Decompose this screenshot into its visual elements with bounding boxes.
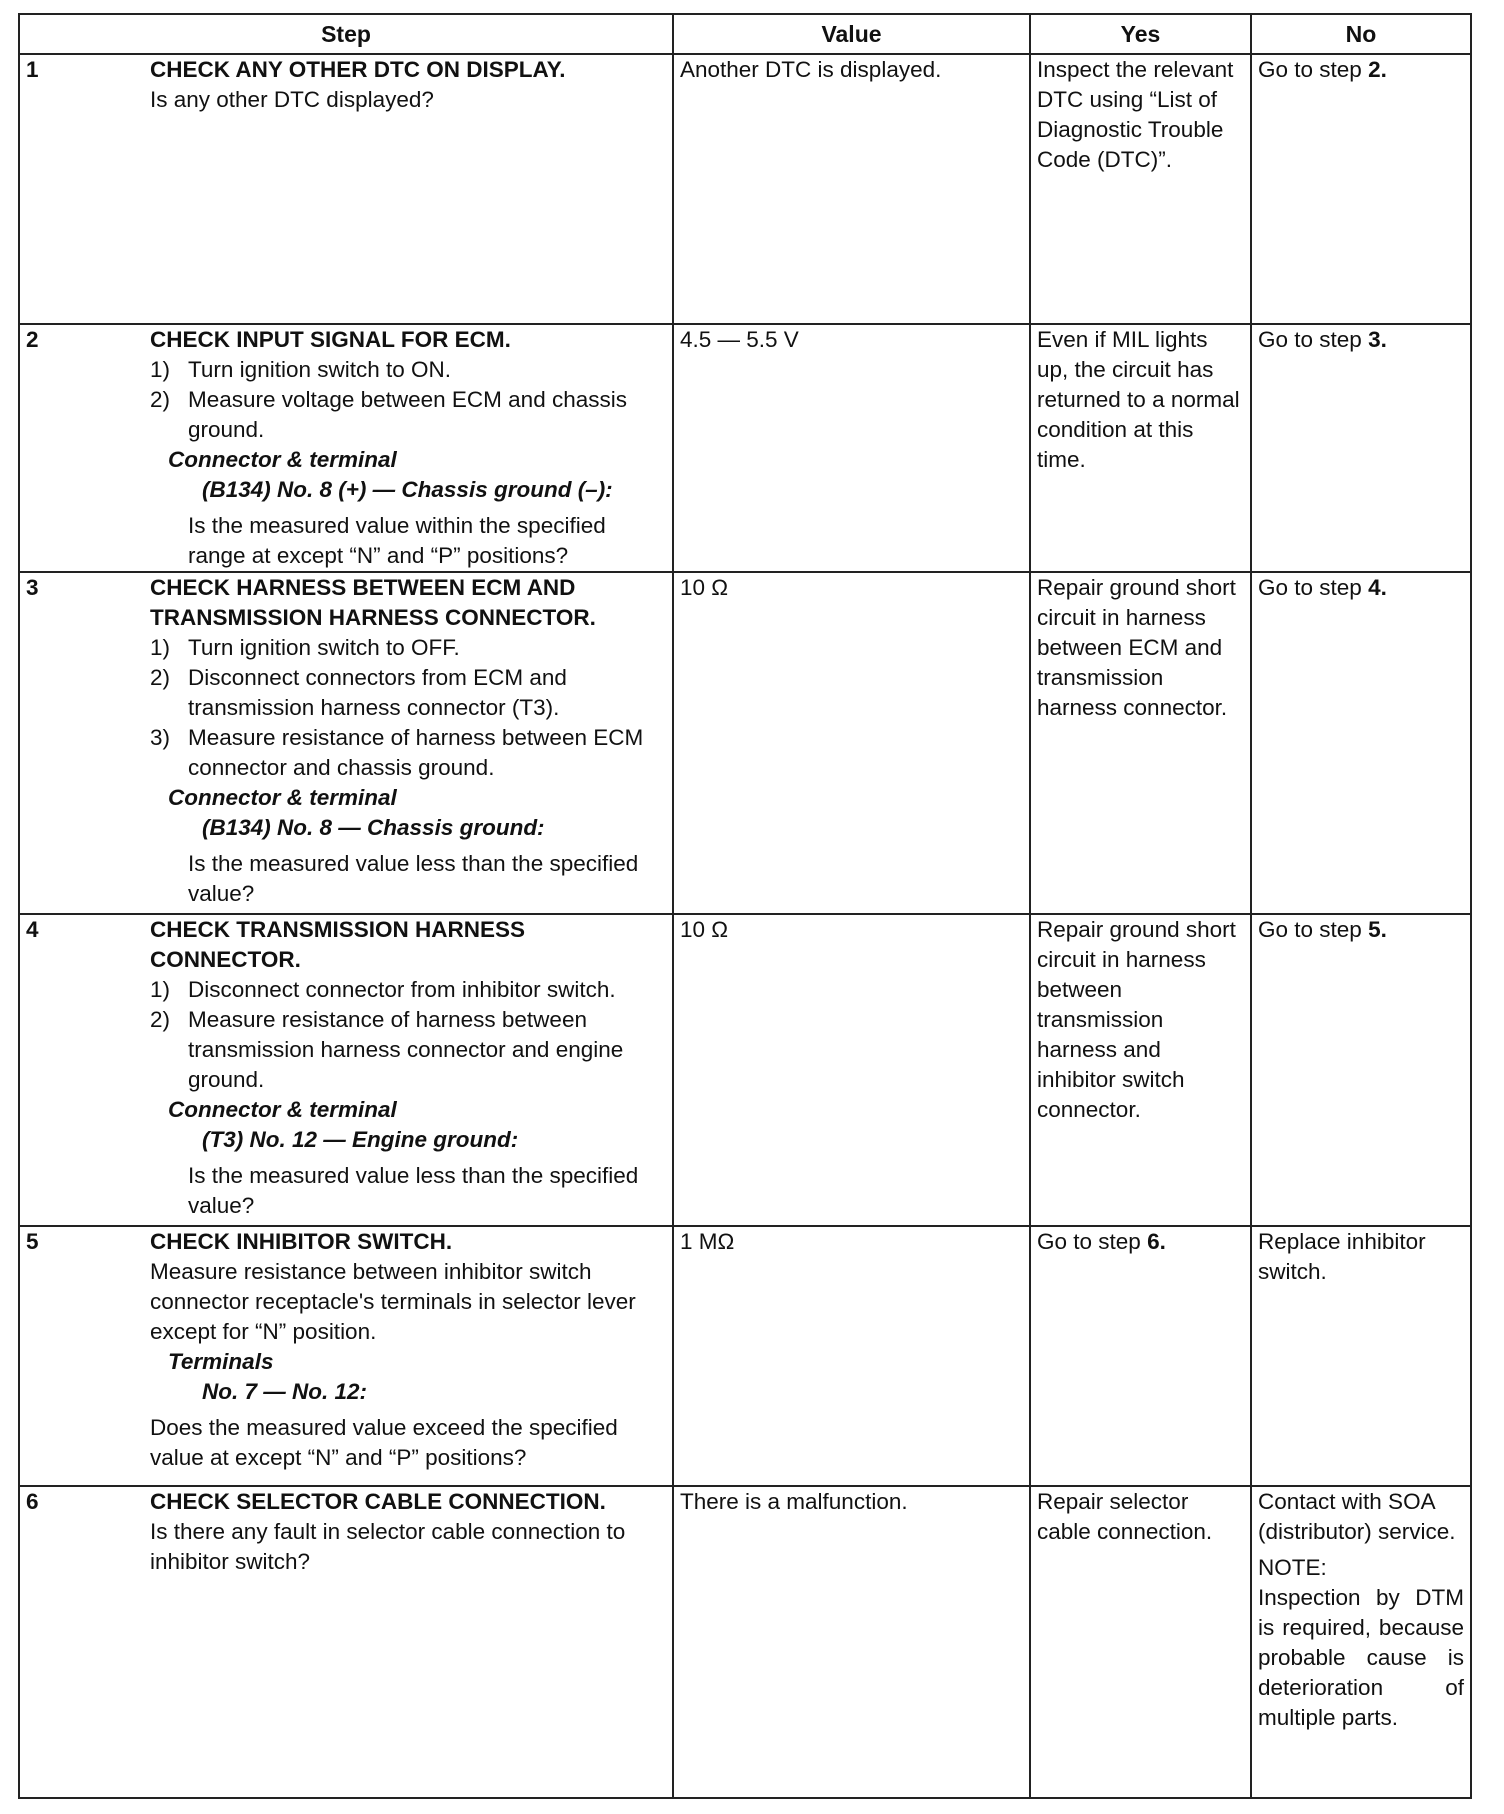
step-cell xyxy=(19,324,673,572)
connector-label: Connector & terminal xyxy=(168,785,397,810)
yes-cell: Repair ground short circuit in harness between transmission harness and inhibitor switch connector. xyxy=(1030,914,1251,1226)
step-title: CHECK TRANSMISSION HARNESS CONNECTOR. xyxy=(150,917,526,972)
value-cell: There is a malfunction. xyxy=(673,1486,1030,1798)
no-text: Go to step xyxy=(1258,327,1369,352)
step-number: 3 xyxy=(26,575,39,600)
list-marker: 3) xyxy=(150,725,171,750)
table-row xyxy=(19,54,1471,324)
terminal-spec: No. 7 — No. 12: xyxy=(202,1379,368,1404)
no-text: Contact with SOA (distributor) service. xyxy=(1258,1489,1456,1544)
step-number: 2 xyxy=(26,327,39,352)
yes-cell: Repair selector cable connection. xyxy=(1030,1486,1251,1798)
list-item xyxy=(150,975,666,1005)
step-cell xyxy=(19,1226,673,1486)
value-cell: 4.5 — 5.5 V xyxy=(673,324,1030,572)
step-cell xyxy=(19,572,673,914)
list-marker: 1) xyxy=(150,977,171,1002)
header-yes: Yes xyxy=(1030,14,1251,54)
list-text: Turn ignition switch to ON. xyxy=(188,357,452,382)
note-text: Inspection by DTM is required, because probable cause is deterioration of multiple parts. xyxy=(1258,1585,1464,1730)
list-item xyxy=(150,355,666,385)
table-row xyxy=(19,1226,1471,1486)
list-item xyxy=(150,663,666,723)
terminal-spec: (T3) No. 12 — Engine ground: xyxy=(202,1127,519,1152)
value-cell: Another DTC is displayed. xyxy=(673,54,1030,324)
step-text: Is there any fault in selector cable connection to inhibitor switch? xyxy=(150,1519,626,1574)
value-cell: 1 MΩ xyxy=(673,1226,1030,1486)
list-marker: 2) xyxy=(150,665,171,690)
no-text: Go to step xyxy=(1258,575,1369,600)
header-row xyxy=(19,14,1471,54)
list-marker: 1) xyxy=(150,635,171,660)
step-ref: 2. xyxy=(1368,57,1387,82)
header-value: Value xyxy=(673,14,1030,54)
yes-text: Go to step xyxy=(1037,1229,1148,1254)
step-title: CHECK ANY OTHER DTC ON DISPLAY. xyxy=(150,57,566,82)
list-marker: 2) xyxy=(150,1007,171,1032)
list-text: Measure resistance of harness between transmission harness connector and engine ground. xyxy=(188,1007,624,1092)
list-item xyxy=(150,385,666,445)
step-question: Is the measured value within the specified range at except “N” and “P” positions? xyxy=(188,513,606,568)
list-text: Disconnect connector from inhibitor switch. xyxy=(188,977,616,1002)
step-ref: 5. xyxy=(1368,917,1387,942)
yes-cell: Repair ground short circuit in harness between ECM and transmission harness connector. xyxy=(1030,572,1251,914)
no-text: Go to step xyxy=(1258,917,1369,942)
step-question: Is the measured value less than the specified value? xyxy=(188,1163,639,1218)
header-no: No xyxy=(1251,14,1471,54)
list-item xyxy=(150,633,666,663)
step-title: CHECK HARNESS BETWEEN ECM AND TRANSMISSION HARNESS CONNECTOR. xyxy=(150,575,596,630)
table-row xyxy=(19,1486,1471,1798)
step-list xyxy=(150,633,666,783)
no-cell xyxy=(1251,54,1471,324)
step-ref: 6. xyxy=(1147,1229,1166,1254)
table-row xyxy=(19,572,1471,914)
step-cell xyxy=(19,914,673,1226)
step-text: Is any other DTC displayed? xyxy=(150,87,434,112)
step-question: Does the measured value exceed the specified value at except “N” and “P” positions? xyxy=(150,1415,618,1470)
yes-cell xyxy=(1030,1226,1251,1486)
diagnostic-table xyxy=(18,13,1472,1799)
step-list xyxy=(150,975,666,1095)
terminal-spec: (B134) No. 8 — Chassis ground: xyxy=(202,815,545,840)
list-text: Measure resistance of harness between ECM connector and chassis ground. xyxy=(188,725,644,780)
list-marker: 1) xyxy=(150,357,171,382)
yes-cell: Inspect the relevant DTC using “List of Diagnostic Trouble Code (DTC)”. xyxy=(1030,54,1251,324)
connector-label: Connector & terminal xyxy=(168,447,397,472)
no-cell xyxy=(1251,914,1471,1226)
step-question: Is the measured value less than the specified value? xyxy=(188,851,639,906)
no-cell: Replace inhibitor switch. xyxy=(1251,1226,1471,1486)
list-item xyxy=(150,1005,666,1095)
value-cell: 10 Ω xyxy=(673,914,1030,1226)
connector-label: Connector & terminal xyxy=(168,1097,397,1122)
step-text: Measure resistance between inhibitor switch connector receptacle's terminals in selector lever except for “N” position. xyxy=(150,1259,636,1344)
no-cell xyxy=(1251,1486,1471,1798)
value-cell: 10 Ω xyxy=(673,572,1030,914)
list-marker: 2) xyxy=(150,387,171,412)
step-cell xyxy=(19,54,673,324)
step-list xyxy=(150,355,666,445)
step-number: 6 xyxy=(26,1489,39,1514)
step-ref: 4. xyxy=(1368,575,1387,600)
no-cell xyxy=(1251,572,1471,914)
note-label: NOTE: xyxy=(1258,1555,1327,1580)
step-number: 4 xyxy=(26,917,39,942)
step-title: CHECK SELECTOR CABLE CONNECTION. xyxy=(150,1489,606,1514)
terminal-spec: (B134) No. 8 (+) — Chassis ground (–): xyxy=(202,477,613,502)
table-row xyxy=(19,914,1471,1226)
step-title: CHECK INHIBITOR SWITCH. xyxy=(150,1229,453,1254)
no-text: Go to step xyxy=(1258,57,1369,82)
step-number: 1 xyxy=(26,57,39,82)
list-text: Turn ignition switch to OFF. xyxy=(188,635,460,660)
header-step: Step xyxy=(19,14,673,54)
step-ref: 3. xyxy=(1368,327,1387,352)
list-text: Disconnect connectors from ECM and transmission harness connector (T3). xyxy=(188,665,567,720)
step-title: CHECK INPUT SIGNAL FOR ECM. xyxy=(150,327,511,352)
list-item xyxy=(150,723,666,783)
step-cell xyxy=(19,1486,673,1798)
connector-label: Terminals xyxy=(168,1349,274,1374)
no-cell xyxy=(1251,324,1471,572)
list-text: Measure voltage between ECM and chassis ground. xyxy=(188,387,627,442)
table-row xyxy=(19,324,1471,572)
yes-cell: Even if MIL lights up, the circuit has returned to a normal condition at this time. xyxy=(1030,324,1251,572)
step-number: 5 xyxy=(26,1229,39,1254)
